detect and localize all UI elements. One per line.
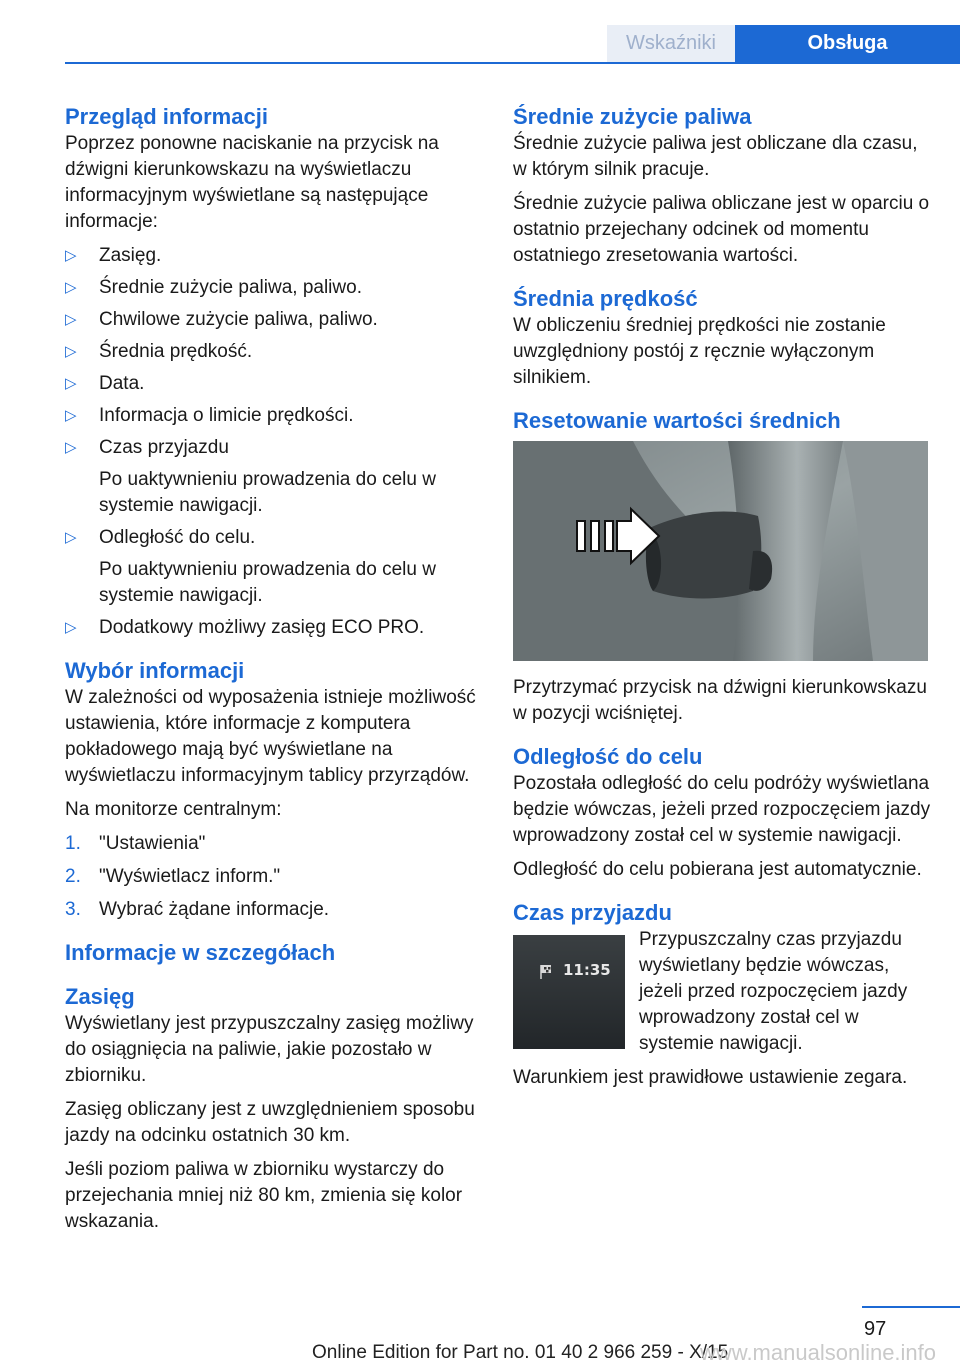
selection-steps: [65, 831, 483, 923]
range-text-3: Jeśli poziom paliwa w zbiorniku wystarczy do przejechania mniej niż 80 km, zmienia się kolor wskazania.: [65, 1159, 463, 1232]
turn-signal-stalk-image: [513, 441, 928, 661]
section-selection: [65, 657, 483, 923]
selection-text: W zależności od wyposażenia istnieje możliwość ustawienia, które informacje z komputera pokładowego mają być wyświetlane na wyświetlaczu informacyjnym tablicy przyrządów.: [65, 687, 476, 786]
heading-range: Zasięg: [65, 984, 135, 1009]
page-number: 97: [864, 1318, 887, 1340]
avg-speed-text: W obliczeniu średniej prędkości nie zostanie uwzględniony postój z ręcznie wyłączonym silnikiem.: [513, 315, 886, 388]
triangle-bullet-icon: ▷: [65, 407, 77, 424]
range-text-2: Zasięg obliczany jest z uwzględnieniem sposobu jazdy na odcinku ostatnich 30 km.: [65, 1099, 475, 1146]
heading-overview: Przegląd informacji: [65, 104, 268, 129]
triangle-bullet-icon: ▷: [65, 619, 77, 636]
overview-intro: Poprzez ponowne naciskanie na przycisk na dźwigni kierunkowskazu na wyświetlaczu informacyjnym wyświetlane są następujące informacje:: [65, 133, 439, 232]
heading-distance: Odległość do celu: [513, 744, 703, 769]
heading-arrival: Czas przyjazdu: [513, 900, 672, 925]
section-avg-speed: [513, 285, 933, 391]
avg-consumption-text-1: Średnie zużycie paliwa jest obliczane dla czasu, w którym silnik pracuje.: [513, 133, 918, 180]
triangle-bullet-icon: ▷: [65, 247, 77, 264]
selection-monitor-label: Na monitorze centralnym:: [65, 799, 282, 820]
triangle-bullet-icon: ▷: [65, 279, 77, 296]
right-column: [513, 103, 933, 1099]
step-item: 1. "Ustawienia": [65, 833, 206, 854]
arrival-text: [639, 927, 933, 1057]
list-item: ▷ Czas przyjazdu Po uaktywnieniu prowadzenia do celu w systemie nawigacji.: [65, 437, 436, 516]
tab-operation[interactable]: Obsługa: [735, 25, 960, 62]
section-details: [65, 939, 483, 967]
list-item: ▷ Odległość do celu. Po uaktywnieniu prowadzenia do celu w systemie nawigacji.: [65, 527, 436, 606]
distance-text-2: Odległość do celu pobierana jest automatycznie.: [513, 859, 922, 880]
arrival-block: [513, 927, 933, 1057]
edition-footer: Online Edition for Part no. 01 40 2 966 259 - X/15: [312, 1342, 729, 1363]
heading-details: Informacje w szczegółach: [65, 940, 336, 965]
step-item: 2. "Wyświetlacz inform.": [65, 866, 281, 887]
section-range: [65, 983, 483, 1235]
triangle-bullet-icon: ▷: [65, 311, 77, 328]
overview-list: [65, 243, 483, 641]
section-avg-consumption: [513, 103, 933, 269]
footer-rule: [862, 1306, 960, 1308]
list-item: ▷ Średnie zużycie paliwa, paliwo.: [65, 275, 483, 301]
tab-indicators[interactable]: Wskaźniki: [607, 25, 735, 62]
heading-avg-consumption: Średnie zużycie paliwa: [513, 104, 752, 129]
list-item: ▷ Data.: [65, 371, 483, 397]
triangle-bullet-icon: ▷: [65, 439, 77, 456]
section-tabs: [607, 25, 960, 62]
arrival-time-value: 11:35: [563, 961, 611, 979]
list-item: ▷ Zasięg.: [65, 243, 483, 269]
arrival-text-2: Warunkiem jest prawidłowe ustawienie zegara.: [513, 1067, 908, 1088]
left-column: [65, 103, 483, 1243]
range-text-1: Wyświetlany jest przypuszczalny zasięg możliwy do osiągnięcia na paliwie, jakie pozostało w zbiorniku.: [65, 1013, 474, 1086]
step-item: 3. Wybrać żądane informacje.: [65, 899, 330, 920]
heading-selection: Wybór informacji: [65, 658, 245, 683]
distance-text-1: Pozostała odległość do celu podróży wyświetlana będzie wówczas, jeżeli przed rozpoczęciem jazdy wprowadzony został cel w systemie nawigacji.: [513, 773, 931, 846]
arrival-text-1: Przypuszczalny czas przyjazdu wyświetlany będzie wówczas, jeżeli przed rozpoczęciem jazdy wprowadzony został cel w systemie nawigacji.: [639, 929, 908, 1054]
list-item: ▷ Chwilowe zużycie paliwa, paliwo.: [65, 307, 483, 333]
list-item: ▷ Dodatkowy możliwy zasięg ECO PRO.: [65, 615, 483, 641]
list-item: ▷ Średnia prędkość.: [65, 339, 483, 365]
avg-consumption-text-2: Średnie zużycie paliwa obliczane jest w oparciu o ostatnio przejechany odcinek od momentu ostatniego zresetowania wartości.: [513, 193, 930, 266]
triangle-bullet-icon: ▷: [65, 343, 77, 360]
header-rule: [65, 62, 960, 64]
section-overview: [65, 103, 483, 641]
section-arrival: [513, 899, 933, 1091]
section-distance: [513, 743, 933, 883]
triangle-bullet-icon: ▷: [65, 529, 77, 546]
watermark: www.manualsonline.info: [700, 1340, 937, 1365]
list-item: ▷ Informacja o limicie prędkości.: [65, 403, 483, 429]
heading-avg-speed: Średnia prędkość: [513, 286, 698, 311]
heading-reset: Resetowanie wartości średnich: [513, 408, 841, 433]
arrival-time-display-image: [513, 935, 625, 1049]
section-reset: [513, 407, 933, 727]
triangle-bullet-icon: ▷: [65, 375, 77, 392]
reset-caption: Przytrzymać przycisk na dźwigni kierunkowskazu w pozycji wciśniętej.: [513, 677, 927, 724]
